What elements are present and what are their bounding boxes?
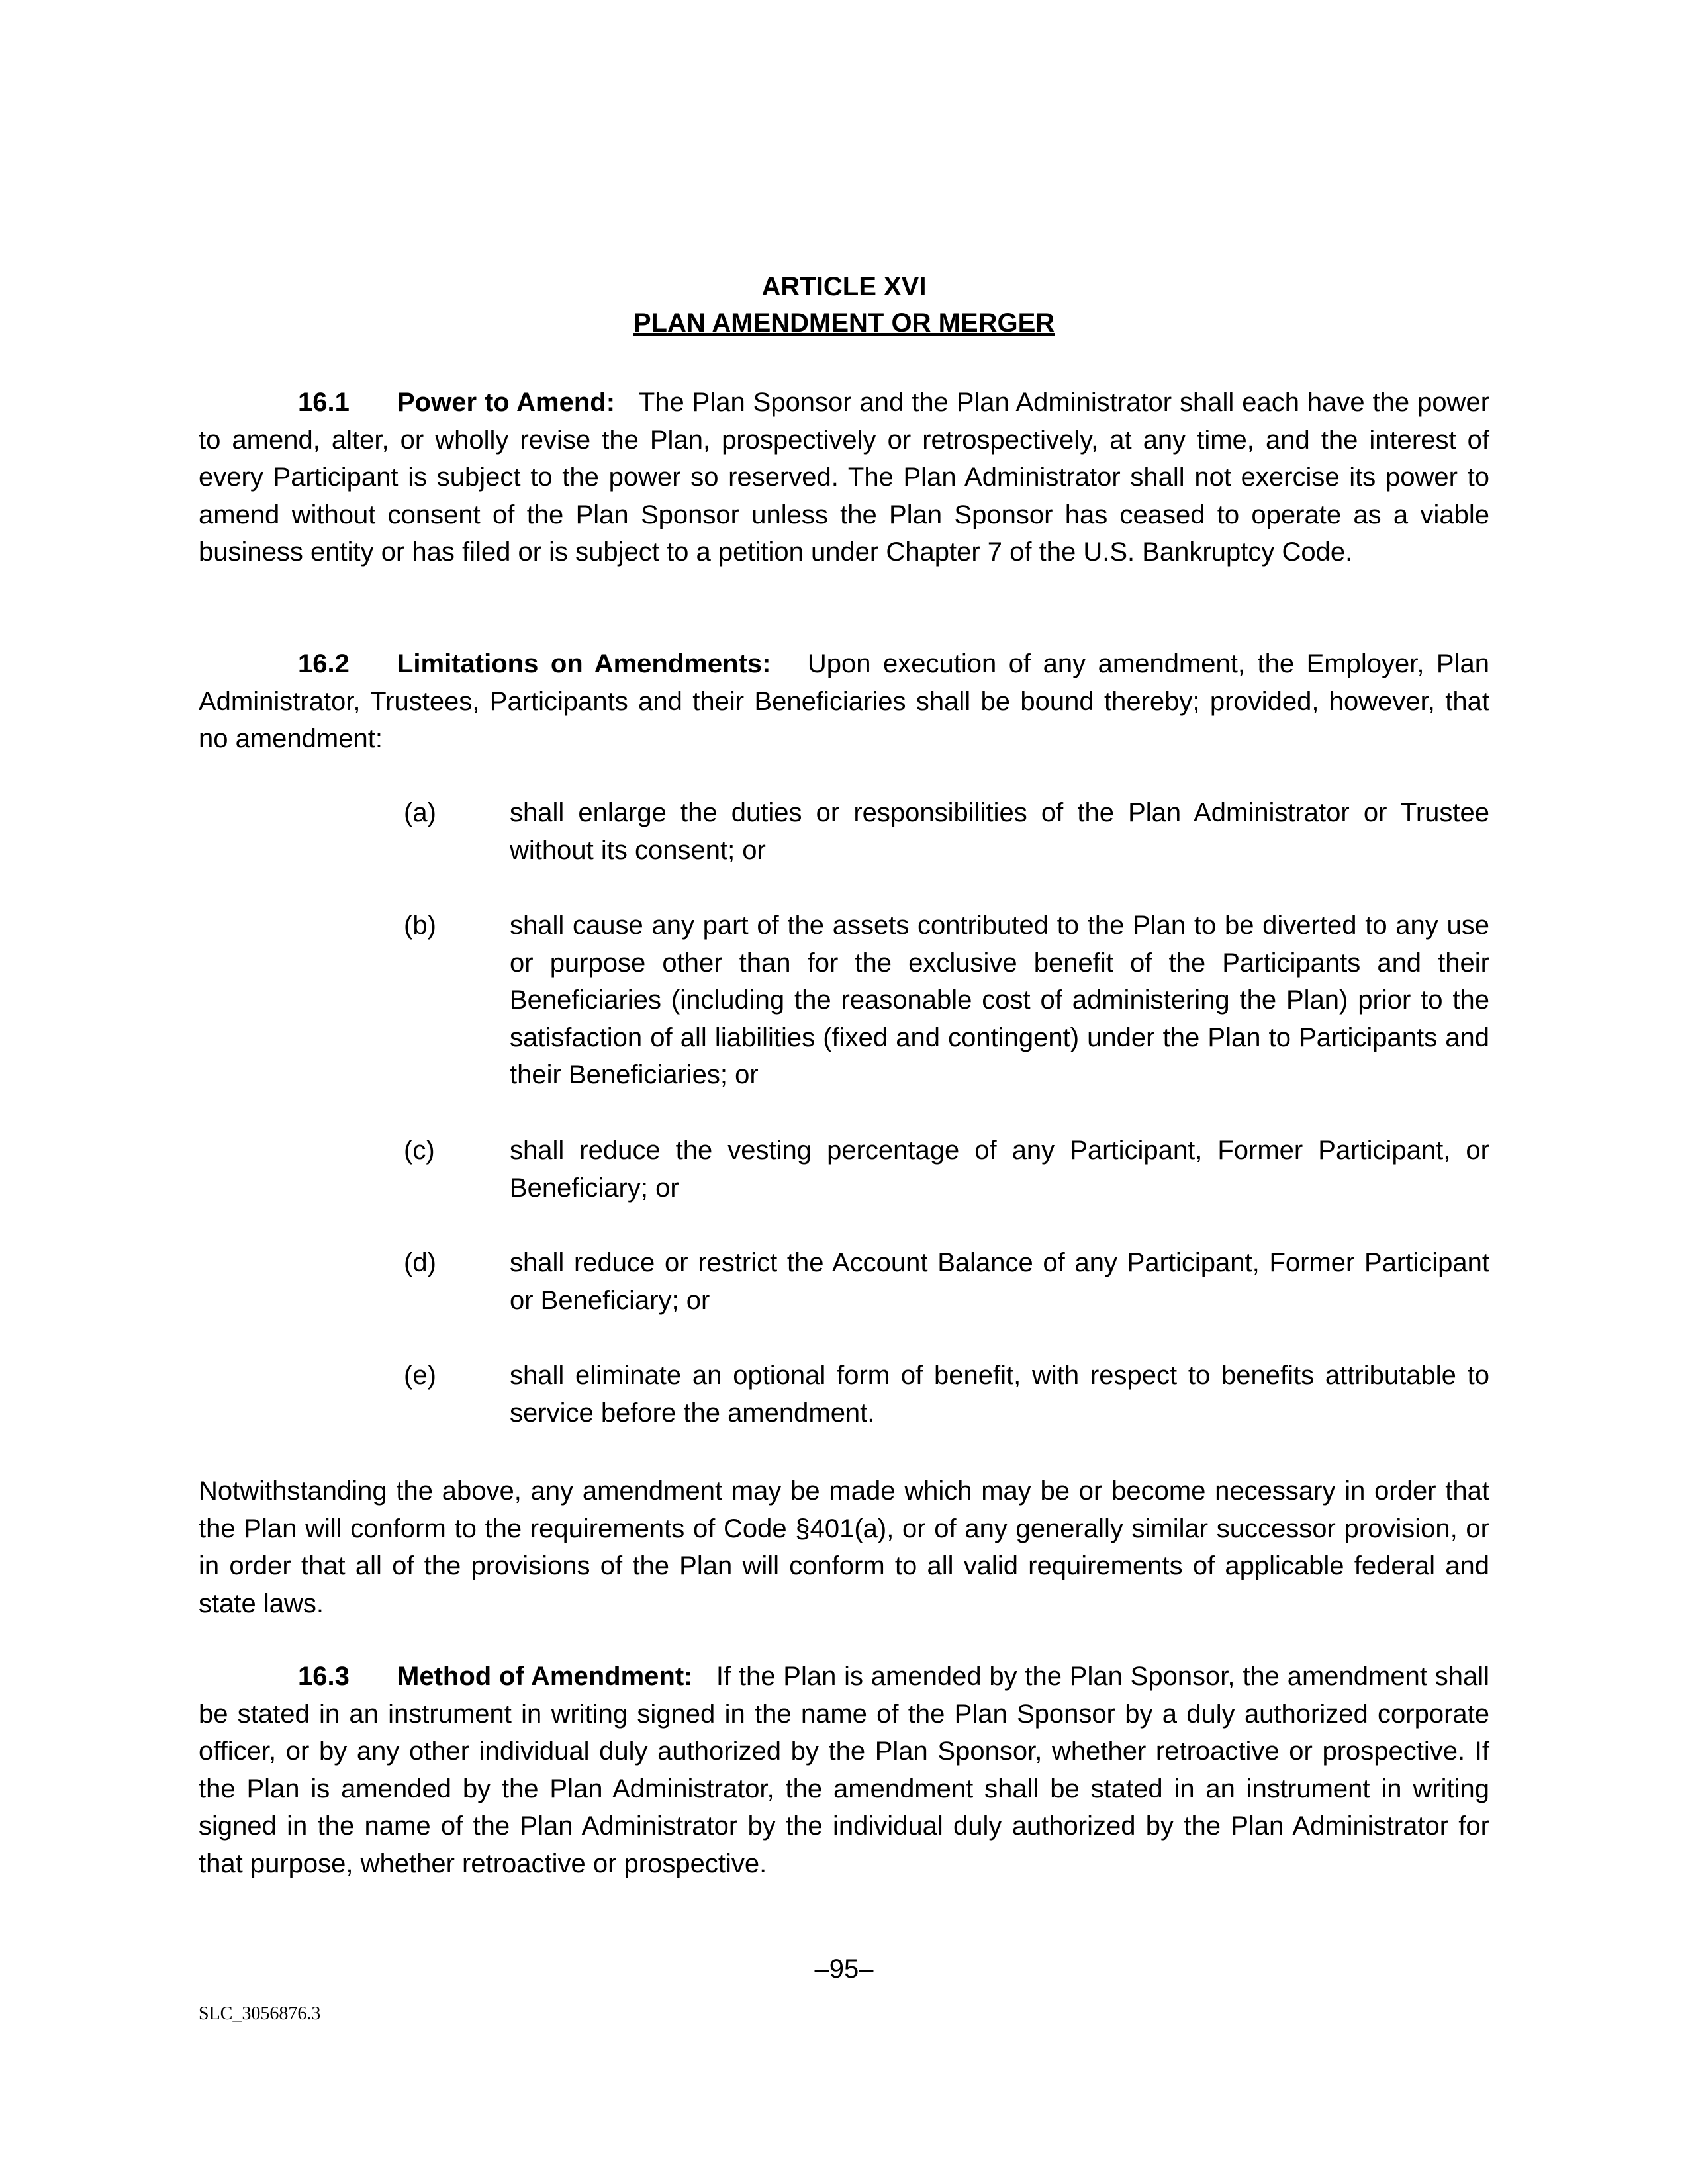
section-text: Upon execution of any amendment, the Employer, Plan Administrator, Trustees, Participants and their Beneficiaries shall be bound thereby; provided, however, that no amendment: bbox=[199, 649, 1489, 753]
section-number: 16.1 bbox=[298, 388, 350, 417]
item-text: shall eliminate an optional form of benefit, with respect to benefits attributable to service before the amendment. bbox=[510, 1361, 1489, 1428]
section-16-3 bbox=[199, 1658, 1489, 1882]
section-text: If the Plan is amended by the Plan Sponsor, the amendment shall be stated in an instrument in writing signed in the name of the Plan Sponsor by a duly authorized corporate officer, or by any other individual duly authorized by the Plan Sponsor, whether retroactive or prospective. If the Plan is amended by the Plan Administrator, the amendment shall be stated in an instrument in writing signed in the name of the Plan Administrator by the individual duly authorized by the Plan Administrator for that purpose, whether retroactive or prospective. bbox=[199, 1662, 1489, 1878]
item-mark: (e) bbox=[404, 1361, 436, 1390]
item-text: shall cause any part of the assets contributed to the Plan to be diverted to any use or purpose other than for the exclusive benefit of the Participants and their Beneficiaries (including the reasonable cost of administering the Plan) prior to the satisfaction of all liabilities (fixed and contingent) under the Plan to Participants and their Beneficiaries; or bbox=[510, 911, 1489, 1089]
section-number: 16.3 bbox=[298, 1662, 350, 1691]
item-text: shall reduce the vesting percentage of any Participant, Former Participant, or Beneficiary; or bbox=[510, 1136, 1489, 1203]
section-16-2 bbox=[199, 645, 1489, 758]
article-title: ARTICLE XVI bbox=[761, 272, 927, 301]
item-mark: (d) bbox=[404, 1248, 436, 1277]
item-text: shall enlarge the duties or responsibilities of the Plan Administrator or Trustee without its consent; or bbox=[510, 798, 1489, 865]
article-subtitle: PLAN AMENDMENT OR MERGER bbox=[633, 308, 1055, 338]
section-title: Method of Amendment: bbox=[397, 1662, 693, 1691]
item-mark: (a) bbox=[404, 798, 436, 827]
item-mark: (b) bbox=[404, 911, 436, 940]
section-title: Limitations on Amendments: bbox=[397, 649, 771, 678]
notwithstanding-paragraph: Notwithstanding the above, any amendment may be made which may be or become necessary in order that the Plan will conform to the requirements of Code §401(a), or of any generally similar successor provision, or in order that all of the provisions of the Plan will conform to all valid requirements of applicable federal and state laws. bbox=[199, 1477, 1489, 1618]
section-16-1 bbox=[199, 384, 1489, 571]
item-text: shall reduce or restrict the Account Balance of any Participant, Former Participant or Beneficiary; or bbox=[510, 1248, 1489, 1315]
section-number: 16.2 bbox=[298, 649, 350, 678]
section-title: Power to Amend: bbox=[397, 388, 616, 417]
section-text: The Plan Sponsor and the Plan Administrator shall each have the power to amend, alter, or wholly revise the Plan, prospectively or retrospectively, at any time, and the interest of every Participant is subject to the power so reserved. The Plan Administrator shall not exercise its power to amend without consent of the Plan Sponsor unless the Plan Sponsor has ceased to operate as a viable business entity or has filed or is subject to a petition under Chapter 7 of the U.S. Bankruptcy Code. bbox=[199, 388, 1490, 567]
item-mark: (c) bbox=[404, 1136, 435, 1165]
page-number: –95– bbox=[814, 1954, 874, 1983]
document-id: SLC_3056876.3 bbox=[199, 2003, 321, 2024]
